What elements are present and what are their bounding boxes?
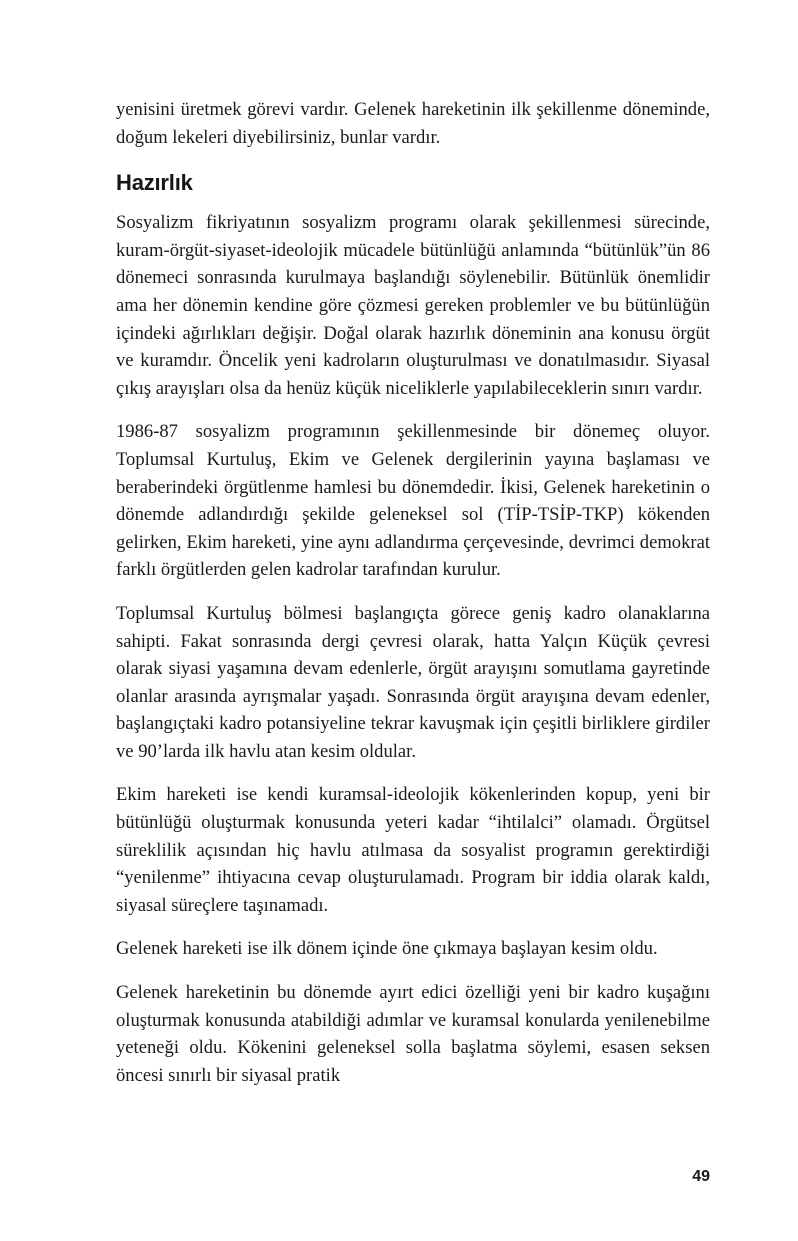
- body-paragraph-3: Toplumsal Kurtuluş bölmesi başlangıçta görece geniş kadro olanaklarına sahipti. Fakat sonrasında dergi çevresi olarak, hatta Yalçın Küçük çevresi olarak siyasi yaşamına devam edenlerle, örgüt arayışını somutlama gayretinde olanlar arasında ayrışmalar yaşadı. Sonrasında örgüt arayışına devam edenler, başlangıçtaki kadro potansiyeline tekrar kavuşmak için çeşitli birliklere girdiler ve 90’larda ilk havlu atan kesim oldular.: [116, 602, 710, 762]
- text-column: [116, 96, 710, 1105]
- body-paragraph-5: Gelenek hareketi ise ilk dönem içinde öne çıkmaya başlayan kesim oldu.: [116, 938, 658, 960]
- opening-paragraph: yenisini üretmek görevi vardır. Gelenek hareketinin ilk şekillenme döneminde, doğum lekeleri diyebilirsiniz, bunlar vardır.: [116, 99, 710, 148]
- body-paragraph-2: 1986-87 sosyalizm programının şekillenmesinde bir dönemeç oluyor. Toplumsal Kurtuluş, Ekim ve Gelenek dergilerinin yayına başlaması ve beraberindeki örgütlenme hamlesi bu dönemdedir. İkisi, Gelenek hareketinin o dönemde adlandırdığı şekilde geleneksel sol (TİP-TSİP-TKP) kökenden gelirken, Ekim hareketi, yine aynı adlandırma çerçevesinde, devrimci demokrat farklı örgütlerden gelen kadrolar tarafından kurulur.: [116, 421, 710, 581]
- page-number: 49: [692, 1168, 710, 1185]
- body-paragraph-4: Ekim hareketi ise kendi kuramsal-ideolojik kökenlerinden kopup, yeni bir bütünlüğü oluşturmak konusunda yeteri kadar “ihtilalci” olamadı. Örgütsel süreklilik açısından hiç havlu atılmasa da sosyalist programın gerektirdiği “yenilenme” ihtiyacına cevap oluşturulamadı. Program bir iddia olarak kaldı, siyasal süreçlere taşınamadı.: [116, 784, 710, 916]
- body-paragraph-1: Sosyalizm fikriyatının sosyalizm programı olarak şekillenmesi sürecinde, kuram-örgüt-siyaset-ideolojik mücadele bütünlüğü anlamında “bütünlük”ün 86 dönemeci sonrasında kurulmaya başlandığı söylenebilir. Bütünlük önemlidir ama her dönemin kendine göre çözmesi gereken problemler ve bu bütünlüğün içindeki ağırlıkları değişir. Doğal olarak hazırlık döneminin ana konusu örgüt ve kuramdır. Öncelik yeni kadroların oluşturulması ve donatılmasıdır. Siyasal çıkış arayışları olsa da henüz küçük niceliklerle yapılabileceklerin sınırı vardır.: [116, 212, 710, 399]
- section-heading: Hazırlık: [116, 170, 193, 196]
- body-paragraph-6: Gelenek hareketinin bu dönemde ayırt edici özelliği yeni bir kadro kuşağını oluşturmak konusunda atabildiği adımlar ve kuramsal konularda yenilenebilme yeteneği oldu. Kökenini geleneksel solla başlatma söylemi, esasen seksen öncesi sınırlı bir siyasal pratik: [116, 982, 710, 1086]
